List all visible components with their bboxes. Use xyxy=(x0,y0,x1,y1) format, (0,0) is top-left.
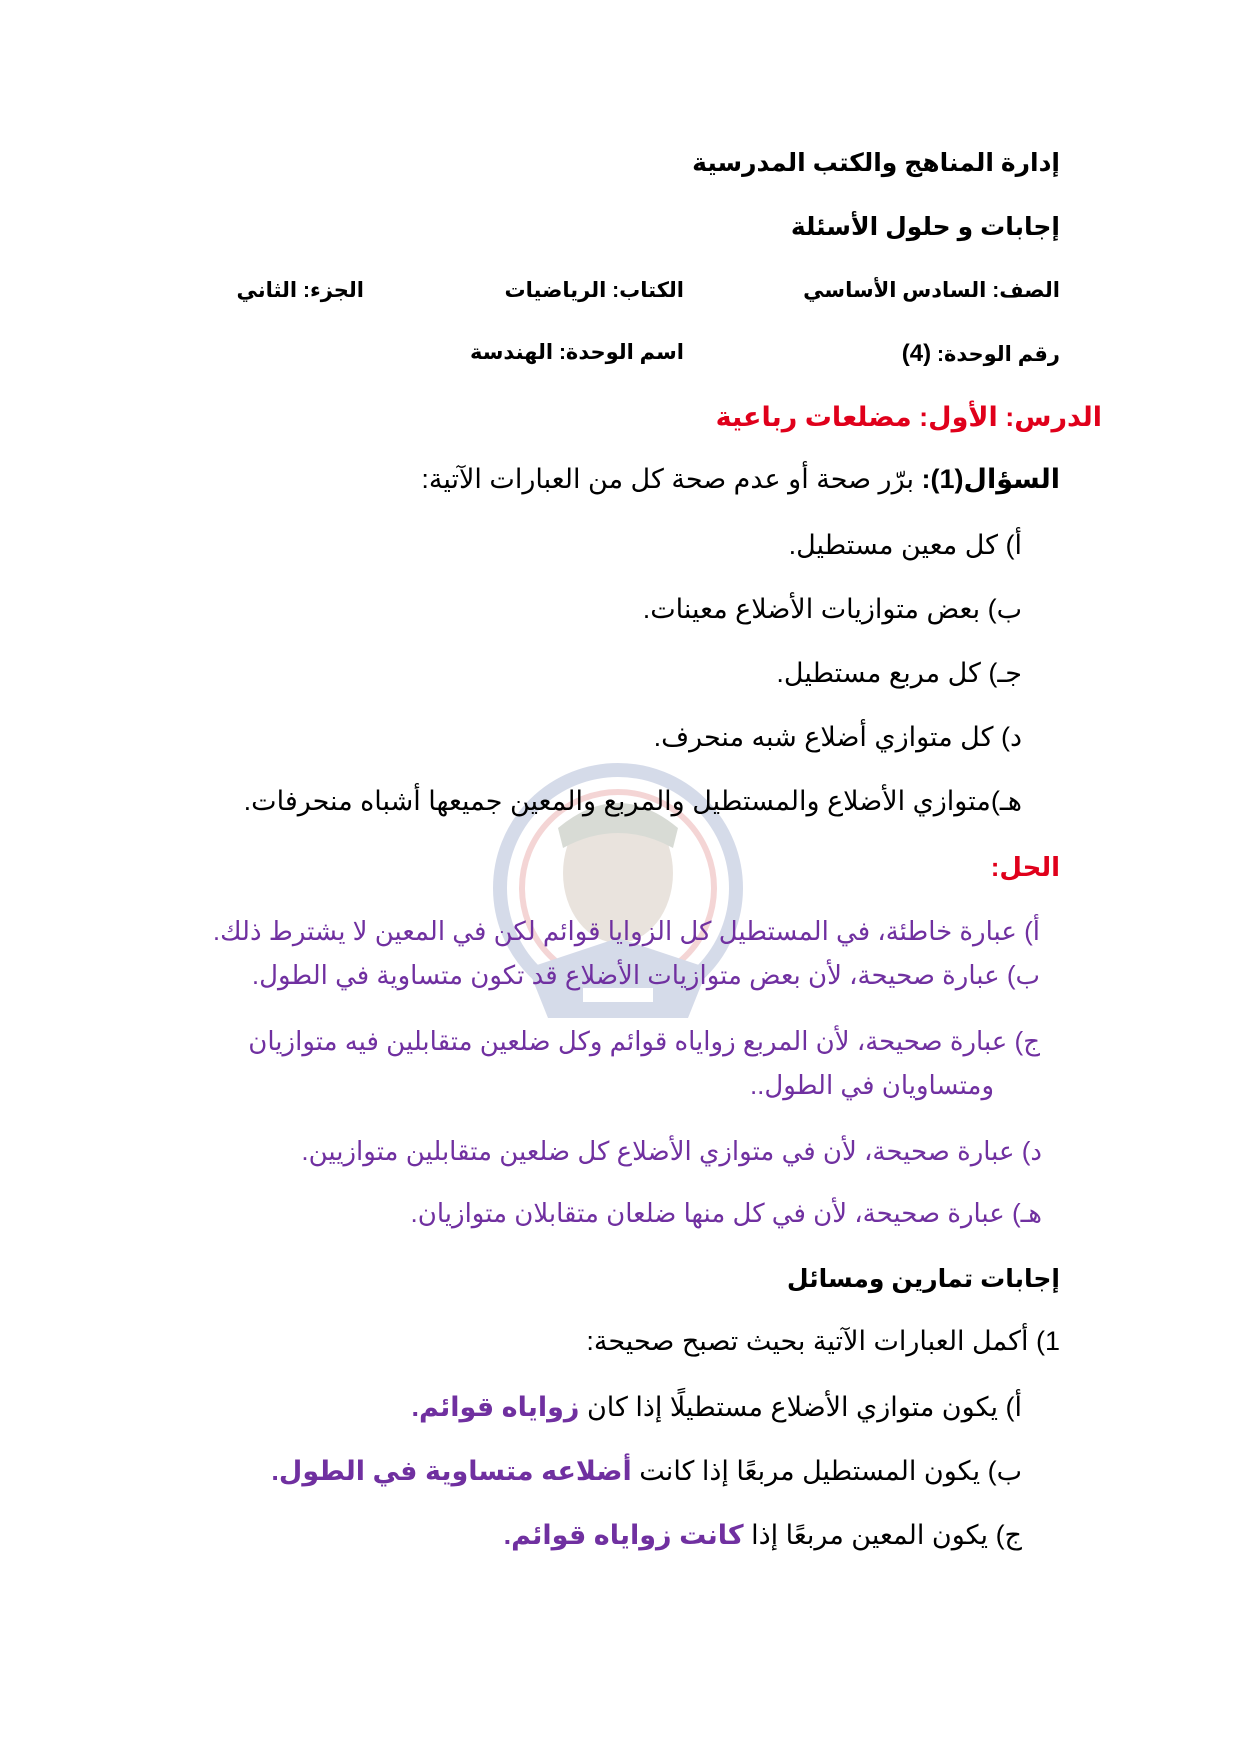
unit-number-field xyxy=(902,340,1060,368)
unit-name-label: اسم الوحدة: xyxy=(558,341,684,364)
exercise-item-text: ج) يكون المعين مربعًا إذا xyxy=(743,1520,1022,1550)
emblem-watermark-icon xyxy=(488,738,748,1048)
question-1-label: السؤال(1): xyxy=(921,464,1060,494)
unit-name-field xyxy=(470,340,684,365)
exercise-item-text: أ) يكون متوازي الأضلاع مستطيلًا إذا كان xyxy=(579,1392,1022,1422)
exercise-item-text: ب) يكون المستطيل مربعًا إذا كانت xyxy=(631,1456,1022,1486)
question-1-item: جـ) كل مربع مستطيل. xyxy=(776,658,1022,688)
solution-answer-continued: ومتساويان في الطول.. xyxy=(749,1070,994,1100)
solution-label: الحل: xyxy=(990,852,1060,882)
exercise-1-prompt: 1) أكمل العبارات الآتية بحيث تصبح صحيحة: xyxy=(586,1326,1060,1356)
exercise-1-item xyxy=(411,1392,1022,1423)
exercise-1-item xyxy=(504,1520,1022,1551)
question-1-prompt: برّر صحة أو عدم صحة كل من العبارات الآتية: xyxy=(421,464,914,494)
part-field xyxy=(236,278,364,303)
exercises-title: إجابات تمارين ومسائل xyxy=(786,1265,1060,1293)
exercise-item-answer: كانت زواياه قوائم. xyxy=(503,1520,744,1550)
unit-name-value: الهندسة xyxy=(470,341,554,364)
lesson-title: الدرس: الأول: مضلعات رباعية xyxy=(715,402,1102,432)
exercise-item-answer: زواياه قوائم. xyxy=(411,1392,580,1422)
unit-number-label: رقم الوحدة: xyxy=(936,343,1060,366)
grade-value: السادس الأساسي xyxy=(803,279,987,302)
question-1-item: هـ)متوازي الأضلاع والمستطيل والمربع والمعين جميعها أشباه منحرفات. xyxy=(243,786,1022,816)
unit-number-value: (4) xyxy=(901,340,932,367)
book-label: الكتاب: xyxy=(612,279,684,302)
exercise-1-item xyxy=(271,1456,1022,1487)
question-1-item: أ) كل معين مستطيل. xyxy=(788,530,1022,560)
question-1-item: ب) بعض متوازيات الأضلاع معينات. xyxy=(642,594,1022,624)
department-heading: إدارة المناهج والكتب المدرسية xyxy=(692,149,1060,177)
solution-answer: أ) عبارة خاطئة، في المستطيل كل الزوايا قوائم لكن في المعين لا يشترط ذلك. xyxy=(212,916,1040,946)
grade-label: الصف: xyxy=(992,279,1060,302)
exercise-item-answer: أضلاعه متساوية في الطول. xyxy=(271,1456,632,1486)
part-label: الجزء: xyxy=(302,279,364,302)
question-1-item: د) كل متوازي أضلاع شبه منحرف. xyxy=(653,722,1022,752)
document-title: إجابات و حلول الأسئلة xyxy=(790,213,1060,241)
solution-answer: ج) عبارة صحيحة، لأن المربع زواياه قوائم وكل ضلعين متقابلين فيه متوازيان xyxy=(248,1026,1040,1056)
solution-answer: هـ) عبارة صحيحة، لأن في كل منها ضلعان متقابلان متوازيان. xyxy=(410,1198,1042,1228)
grade-field xyxy=(803,278,1060,303)
question-1 xyxy=(421,464,1060,495)
solution-answer: د) عبارة صحيحة، لأن في متوازي الأضلاع كل ضلعين متقابلين متوازيين. xyxy=(301,1136,1042,1166)
solution-answer: ب) عبارة صحيحة، لأن بعض متوازيات الأضلاع قد تكون متساوية في الطول. xyxy=(251,960,1040,990)
part-value: الثاني xyxy=(236,279,298,302)
book-field xyxy=(505,278,684,303)
book-value: الرياضيات xyxy=(504,279,607,302)
